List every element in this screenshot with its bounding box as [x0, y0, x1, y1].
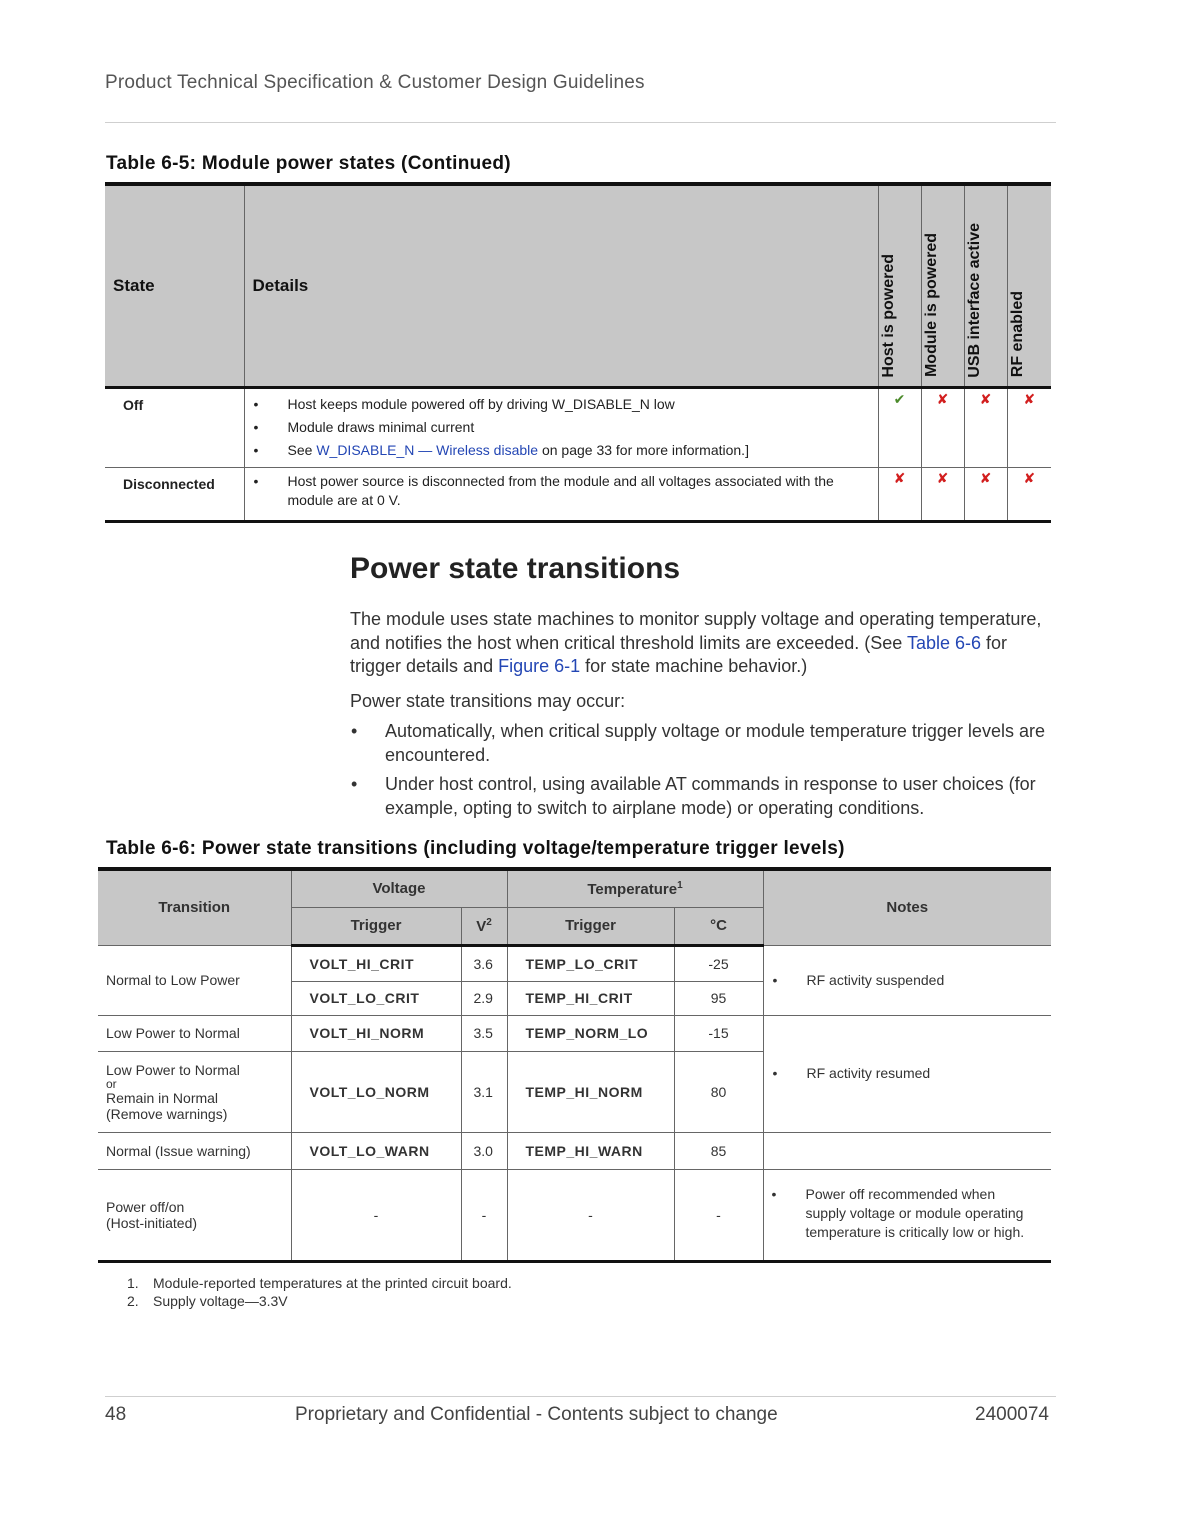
- notes-cell-empty: [763, 1132, 1051, 1169]
- cross-icon: ✘: [921, 467, 964, 521]
- module-power-states-table: [105, 182, 1051, 523]
- cross-icon: ✘: [921, 387, 964, 467]
- col-module-powered: Module is powered: [921, 184, 964, 387]
- transitions-intro: Power state transitions may occur:: [350, 691, 626, 711]
- temp-value: 80: [674, 1051, 763, 1132]
- notes-cell: [763, 1015, 1051, 1132]
- list-item: • Host power source is disconnected from the module and all voltages associated with the module are at 0 V.: [246, 472, 877, 510]
- cross-icon: ✘: [964, 467, 1007, 521]
- temp-value: 95: [674, 981, 763, 1015]
- list-item: • RF activity suspended: [765, 971, 1051, 990]
- col-host-powered: Host is powered: [878, 184, 921, 387]
- table-row: [98, 1015, 1051, 1051]
- temp-trigger: TEMP_HI_CRIT: [507, 981, 674, 1015]
- table-row: [98, 1169, 1051, 1261]
- col-details: Details: [244, 184, 878, 387]
- section-title: Power state transitions: [350, 552, 681, 585]
- temp-trigger: TEMP_NORM_LO: [507, 1015, 674, 1051]
- voltage-value: 3.1: [461, 1051, 507, 1132]
- voltage-trigger: VOLT_LO_WARN: [291, 1132, 461, 1169]
- w-disable-link[interactable]: W_DISABLE_N — Wireless disable: [316, 441, 539, 458]
- col-usb-active: USB interface active: [964, 184, 1007, 387]
- figure-6-1-link[interactable]: Figure 6-1: [498, 656, 581, 676]
- temp-trigger: TEMP_HI_WARN: [507, 1132, 674, 1169]
- temp-value: -15: [674, 1015, 763, 1051]
- notes-cell: [763, 945, 1051, 1015]
- footer-rule: [105, 1396, 1056, 1397]
- list-item: • Host keeps module powered off by driving W_DISABLE_N low: [246, 393, 877, 416]
- cross-icon: ✘: [1007, 387, 1051, 467]
- confidentiality-notice: Proprietary and Confidential - Contents subject to change: [295, 1404, 778, 1425]
- voltage-trigger: VOLT_HI_NORM: [291, 1015, 461, 1051]
- temp-trigger: TEMP_HI_NORM: [507, 1051, 674, 1132]
- document-id: 2400074: [975, 1404, 1049, 1425]
- details-disconnected: [244, 467, 878, 521]
- cross-icon: ✘: [964, 387, 1007, 467]
- voltage-value: 3.6: [461, 945, 507, 981]
- list-item: • Power off recommended when supply voltage or module operating temperature is critically low or high.: [764, 1185, 1040, 1242]
- table-row: [105, 467, 1051, 521]
- transition-cell: Normal (Issue warning): [98, 1132, 291, 1169]
- table-row: [98, 1132, 1051, 1169]
- col-temp-trigger: Trigger: [507, 907, 674, 945]
- table-6-6-caption: Table 6-6: Power state transitions (including voltage/temperature trigger levels): [106, 838, 845, 859]
- footnote-1: 1. Module-reported temperatures at the printed circuit board.: [127, 1275, 512, 1291]
- voltage-value: 3.5: [461, 1015, 507, 1051]
- notes-cell: [763, 1169, 1051, 1261]
- voltage-trigger: VOLT_LO_CRIT: [291, 981, 461, 1015]
- transition-cell: Low Power to Normal: [98, 1015, 291, 1051]
- voltage-value: -: [461, 1169, 507, 1261]
- section-paragraph: The module uses state machines to monitor supply voltage and operating temperature, and notifies the host when critical threshold limits are exceeded. (See Table 6-6 for trigger details and Figure 6-1 for state machine behavior.): [350, 609, 1042, 676]
- voltage-trigger: VOLT_HI_CRIT: [291, 945, 461, 981]
- col-volts: $V^2$: [461, 907, 507, 945]
- col-voltage-trigger: Trigger: [291, 907, 461, 945]
- check-icon: ✔: [878, 387, 921, 467]
- details-off: [244, 387, 878, 467]
- table-6-6-link[interactable]: Table 6-6: [906, 632, 982, 653]
- col-transition: Transition: [98, 869, 291, 945]
- transition-cell: Normal to Low Power: [98, 945, 291, 1015]
- voltage-value: 3.0: [461, 1132, 507, 1169]
- list-item: • See W_DISABLE_N — Wireless disable on page 33 for more information.]: [246, 439, 877, 462]
- list-item: • Module draws minimal current: [246, 416, 877, 439]
- col-notes: Notes: [763, 869, 1051, 945]
- transition-cell: Low Power to Normal or Remain in Normal (Remove warnings): [98, 1051, 291, 1132]
- col-degc: °C: [674, 907, 763, 945]
- footnote-2: 2. Supply voltage—3.3V: [127, 1293, 288, 1309]
- page-number: 48: [105, 1404, 127, 1425]
- temp-trigger: -: [507, 1169, 674, 1261]
- state-disconnected: Disconnected: [105, 467, 244, 521]
- temp-value: -: [674, 1169, 763, 1261]
- table-row: [105, 387, 1051, 467]
- transitions-list: [350, 720, 1050, 826]
- running-header: Product Technical Specification & Customer Design Guidelines: [105, 72, 645, 93]
- list-item: • Under host control, using available AT commands in response to user choices (for example, opting to switch to airplane mode) or operating conditions.: [350, 773, 1050, 820]
- state-off: Off: [105, 387, 244, 467]
- transition-cell: Power off/on (Host-initiated): [98, 1169, 291, 1261]
- col-voltage: Voltage: [291, 869, 507, 907]
- list-item: • RF activity resumed: [765, 1064, 1051, 1083]
- table-6-5-caption: Table 6-5: Module power states (Continued): [106, 153, 511, 174]
- voltage-trigger: -: [291, 1169, 461, 1261]
- temp-value: -25: [674, 945, 763, 981]
- temp-value: 85: [674, 1132, 763, 1169]
- temp-trigger: TEMP_LO_CRIT: [507, 945, 674, 981]
- list-item: • Automatically, when critical supply voltage or module temperature trigger levels are encountered.: [350, 720, 1050, 767]
- table-row: [98, 945, 1051, 981]
- header-rule: [105, 122, 1056, 123]
- voltage-trigger: VOLT_LO_NORM: [291, 1051, 461, 1132]
- col-rf-enabled: RF enabled: [1007, 184, 1051, 387]
- cross-icon: ✘: [1023, 469, 1036, 486]
- voltage-value: 2.9: [461, 981, 507, 1015]
- col-temperature: Temperature$^1$: [507, 869, 763, 907]
- power-state-transitions-table: [98, 867, 1051, 1263]
- col-state: State: [105, 184, 244, 387]
- cross-icon: ✘: [878, 467, 921, 521]
